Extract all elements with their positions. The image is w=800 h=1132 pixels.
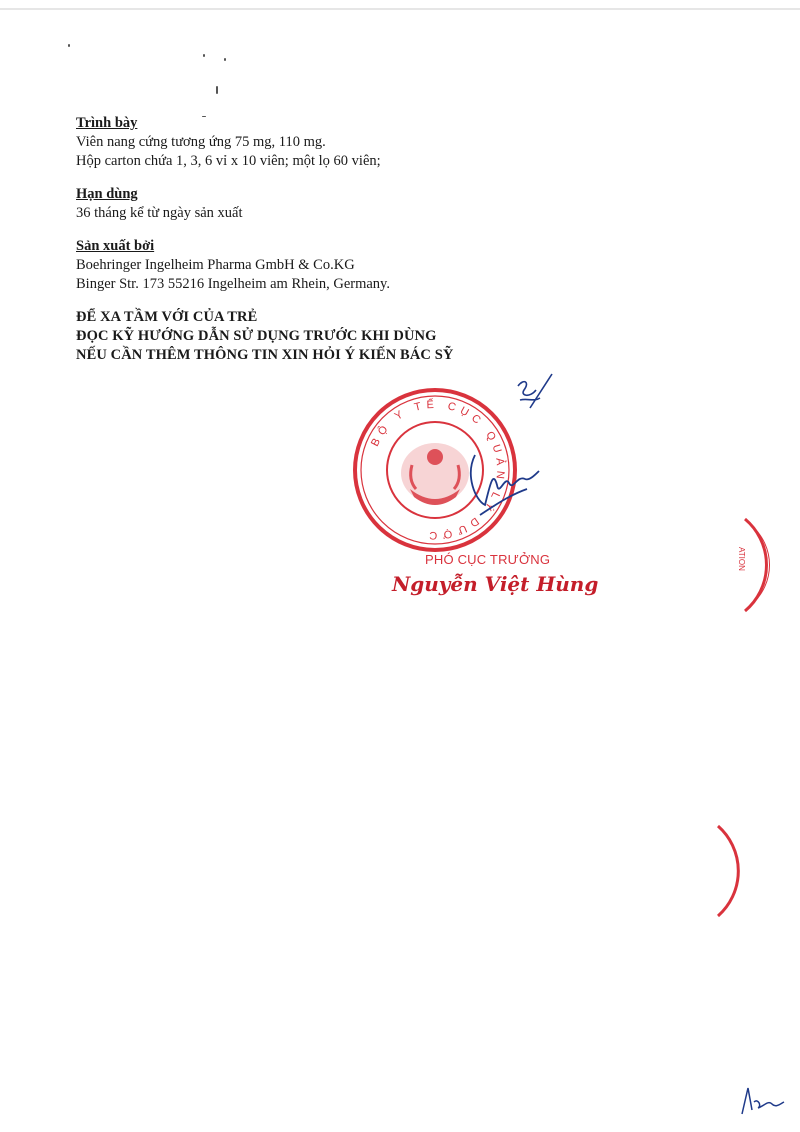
section-heading: Trình bày xyxy=(76,115,138,131)
page-top-edge xyxy=(0,8,800,10)
warning-line: ĐỌC KỸ HƯỚNG DẪN SỬ DỤNG TRƯỚC KHI DÙNG xyxy=(76,328,437,344)
stamp-ring-text: BỘ Y TẾ CỤC QUẢN LÝ DƯỢC xyxy=(369,398,507,542)
section-heading: Hạn dùng xyxy=(76,186,138,202)
official-title: PHÓ CỤC TRƯỞNG xyxy=(425,552,551,567)
warning-line: NẾU CẦN THÊM THÔNG TIN XIN HỎI Ý KIẾN BÁC SỸ xyxy=(76,347,454,363)
section-manufacturer xyxy=(76,237,596,294)
section-line: Viên nang cứng tương ứng 75 mg, 110 mg. xyxy=(76,134,326,150)
document-body xyxy=(76,114,596,365)
section-line: Binger Str. 173 55216 Ingelheim am Rhein, Germany. xyxy=(76,276,390,292)
section-shelf-life xyxy=(76,185,596,223)
edge-stamp-icon xyxy=(735,515,780,615)
warnings-block xyxy=(76,308,596,365)
scan-speck xyxy=(216,86,218,94)
signature-icon xyxy=(455,445,545,525)
edge-stamp-icon xyxy=(712,822,752,922)
official-name-signature: Nguyễn Việt Hùng xyxy=(392,572,599,596)
scan-speck xyxy=(68,44,70,47)
page-initials-icon xyxy=(736,1080,786,1120)
edge-stamp-text: ATION xyxy=(737,547,746,571)
section-line: Hộp carton chứa 1, 3, 6 vỉ x 10 viên; một lọ 60 viên; xyxy=(76,153,381,169)
section-heading: Sản xuất bởi xyxy=(76,238,155,254)
section-line: Boehringer Ingelheim Pharma GmbH & Co.KG xyxy=(76,257,355,273)
section-presentation xyxy=(76,114,596,171)
scan-speck xyxy=(224,58,226,61)
scan-speck xyxy=(203,54,205,57)
warning-line: ĐỂ XA TẦM VỚI CỦA TRẺ xyxy=(76,309,258,325)
section-line: 36 tháng kể từ ngày sản xuất xyxy=(76,205,243,221)
